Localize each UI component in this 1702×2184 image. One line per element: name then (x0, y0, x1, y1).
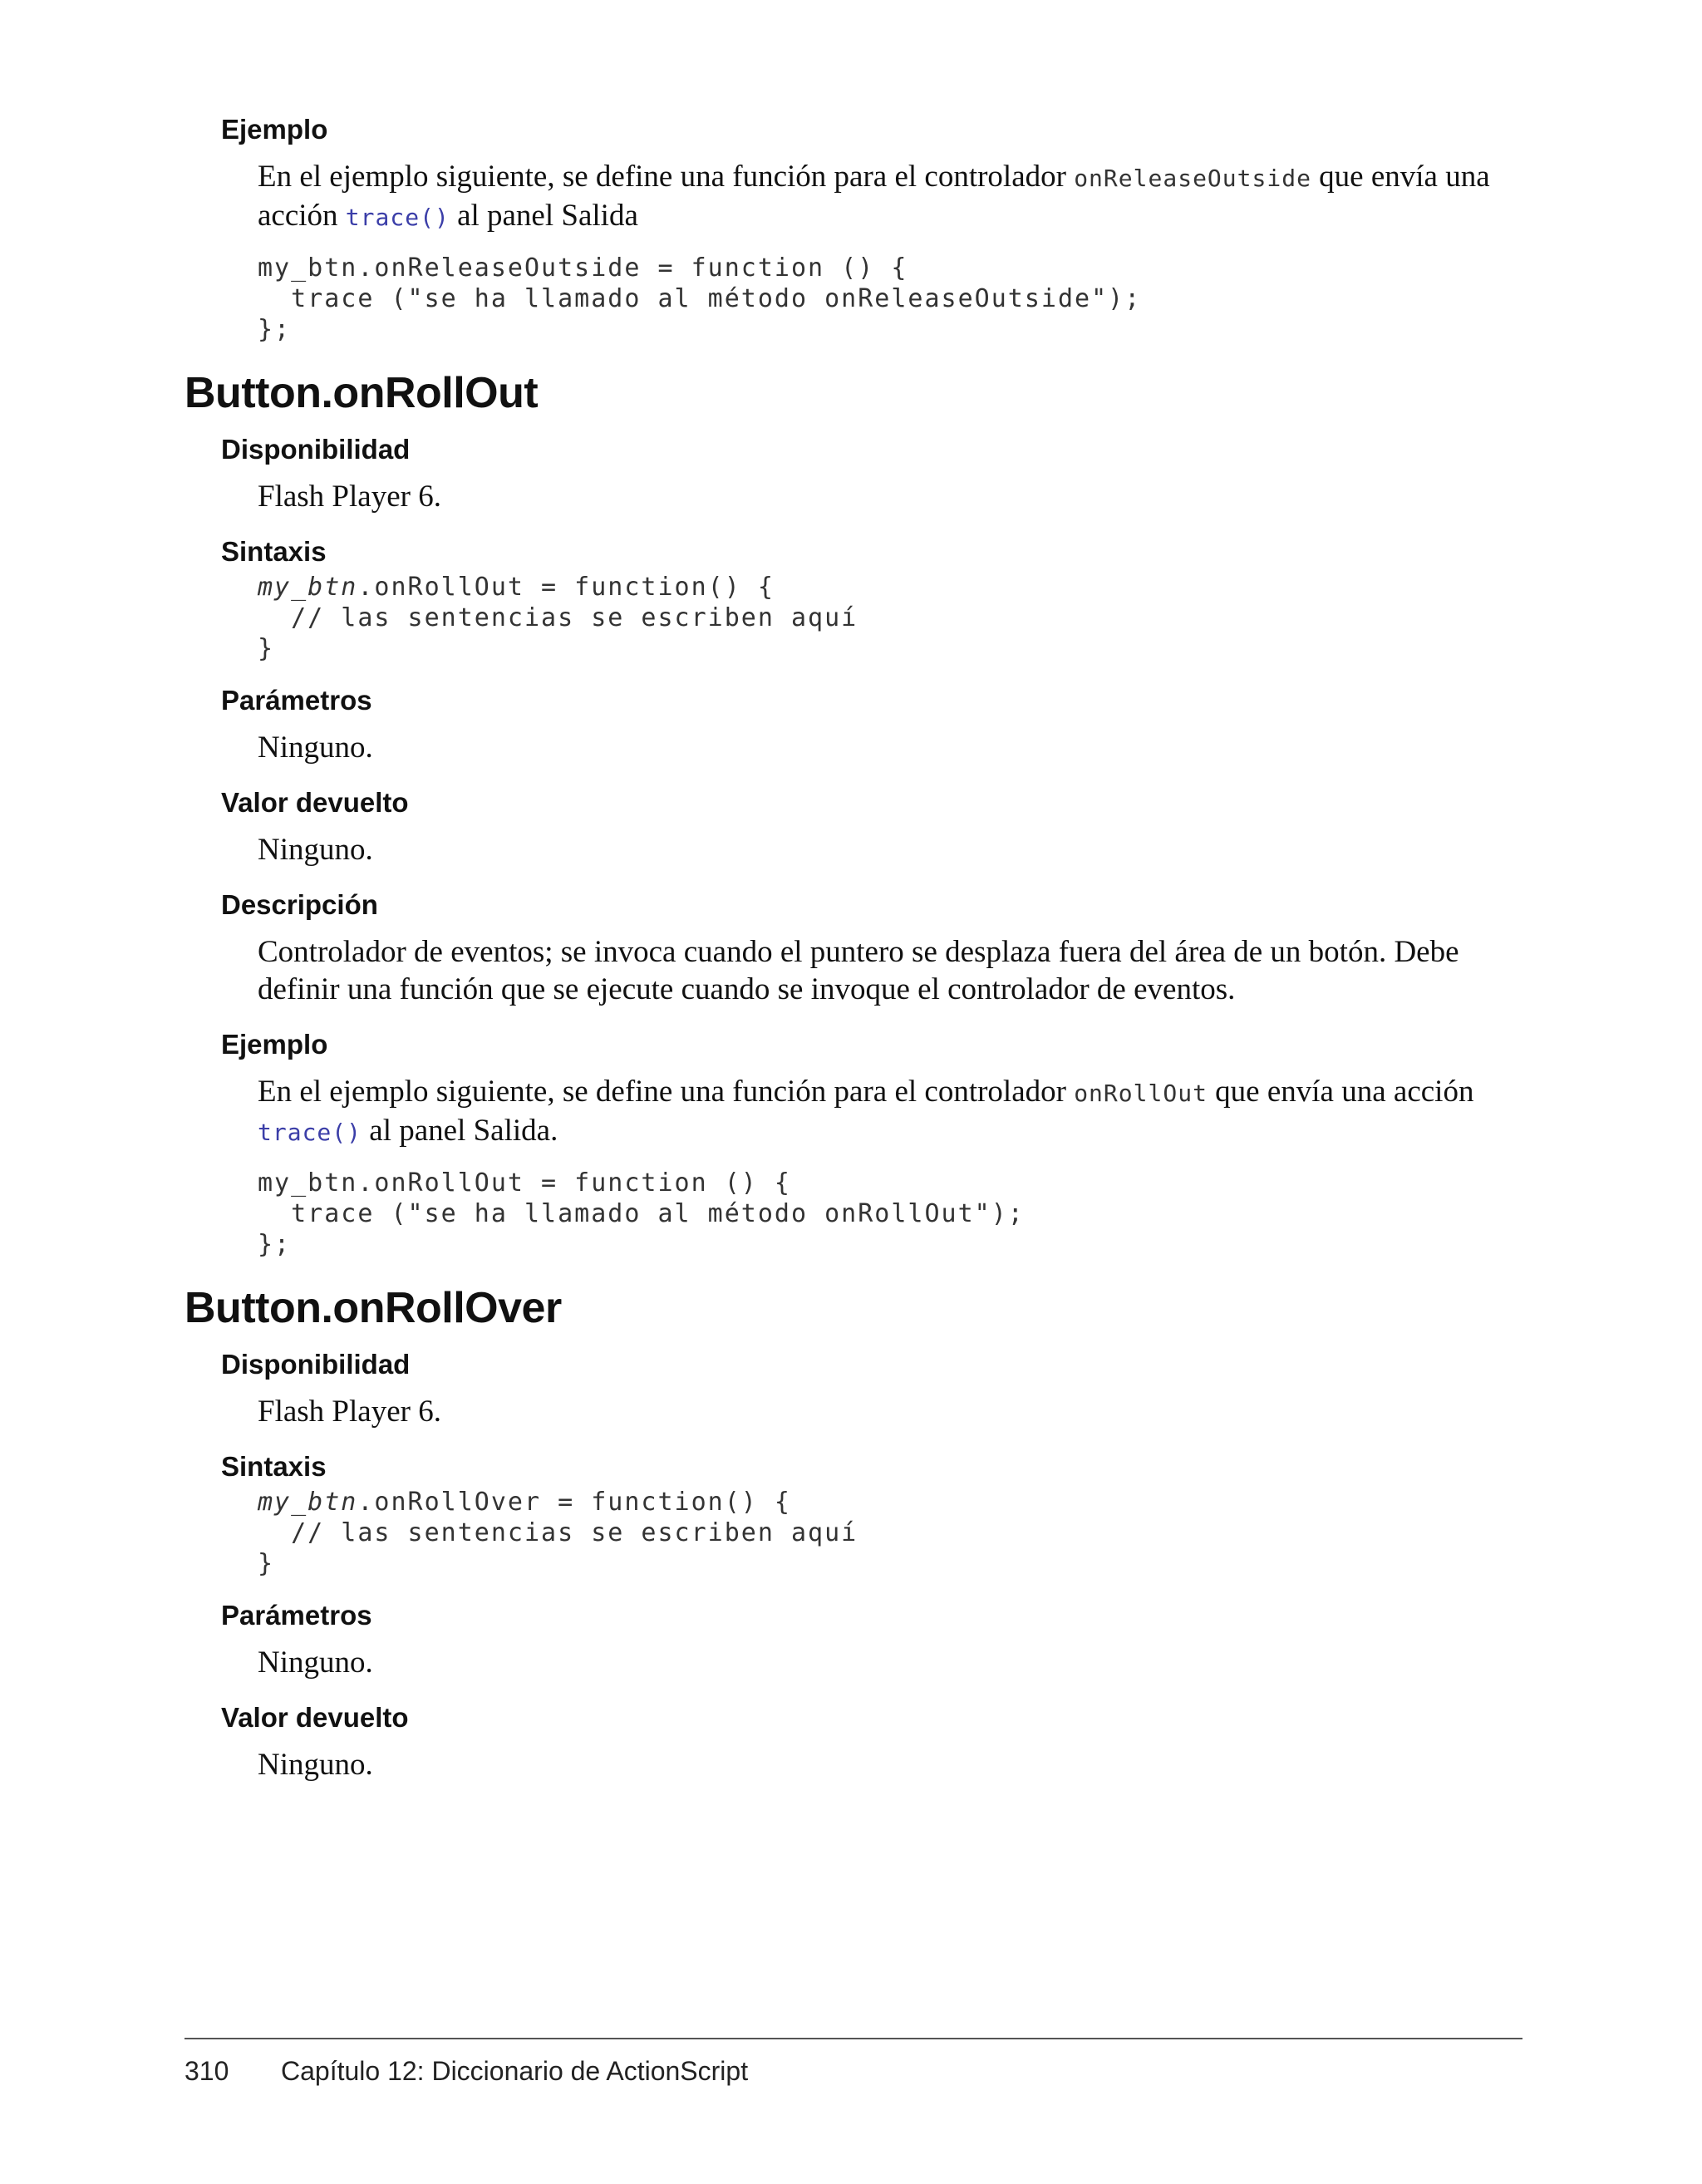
page-content (184, 110, 1522, 1800)
text-segment: que envía una acción (1207, 1075, 1474, 1109)
section-heading-parameters: Parámetros (221, 1600, 372, 1631)
code-block-example (258, 1168, 1522, 1260)
code-block-syntax (258, 572, 1522, 664)
parameters-text: Ninguno. (258, 1645, 373, 1680)
code-line: }; (258, 1230, 292, 1259)
section-heading-syntax: Sintaxis (221, 1451, 327, 1482)
section-heading-return-value: Valor devuelto (221, 1702, 409, 1733)
return-value-text: Ninguno. (258, 833, 373, 867)
section-heading-availability: Disponibilidad (221, 434, 411, 465)
section-heading-return-value: Valor devuelto (221, 787, 409, 818)
code-block-example (258, 253, 1522, 345)
text-segment: En el ejemplo siguiente, se define una función para el controlador (258, 1075, 1075, 1109)
code-line: } (258, 634, 275, 663)
page-footer (184, 2056, 748, 2087)
section-heading-parameters: Parámetros (221, 685, 372, 716)
code-line: }; (258, 315, 292, 344)
code-line: my_btn.onRollOut = function () { (258, 1168, 791, 1198)
code-line: // las sentencias se escriben aquí (258, 1518, 858, 1547)
text-segment: al panel Salida. (362, 1114, 558, 1148)
text-segment: que envía una acción (258, 160, 1490, 233)
code-handler-name: onReleaseOutside (1074, 165, 1311, 192)
trace-link[interactable]: trace() (345, 204, 450, 231)
return-value-text: Ninguno. (258, 1748, 373, 1782)
section-heading-syntax: Sintaxis (221, 536, 327, 567)
code-line: // las sentencias se escriben aquí (258, 603, 858, 632)
example-description (258, 158, 1525, 236)
entry-title-onrollover: Button.onRollOver (184, 1284, 562, 1332)
page-number: 310 (184, 2056, 229, 2086)
description-text: Controlador de eventos; se invoca cuando el puntero se desplaza fuera del área de un botón. Debe definir una función que se ejecute cuando se invoque el controlador de eventos. (258, 935, 1459, 1006)
entry-title-onrollout: Button.onRollOut (184, 369, 539, 417)
section-heading-availability: Disponibilidad (221, 1349, 411, 1380)
code-line (258, 1487, 1522, 1517)
code-handler-name: onRollOut (1074, 1080, 1208, 1107)
text-segment: al panel Salida (449, 199, 638, 233)
section-heading-example: Ejemplo (221, 1029, 328, 1060)
code-line: my_btn.onReleaseOutside = function () { (258, 253, 908, 283)
section-heading-description: Descripción (221, 889, 378, 920)
code-italic-identifier: my_btn (258, 573, 358, 602)
code-line: trace ("se ha llamado al método onRollOut"); (258, 1199, 1025, 1228)
parameters-text: Ninguno. (258, 730, 373, 765)
code-line (258, 572, 1522, 603)
code-segment: .onRollOut = function() { (357, 573, 775, 602)
code-block-syntax (258, 1487, 1522, 1579)
availability-text: Flash Player 6. (258, 1395, 441, 1429)
footer-divider (184, 2038, 1522, 2039)
text-segment: En el ejemplo siguiente, se define una función para el controlador (258, 160, 1075, 194)
code-line: } (258, 1549, 275, 1578)
code-segment: .onRollOver = function() { (357, 1488, 791, 1517)
availability-text: Flash Player 6. (258, 480, 441, 514)
trace-link[interactable]: trace() (258, 1119, 362, 1146)
code-line: trace ("se ha llamado al método onReleaseOutside"); (258, 284, 1142, 313)
code-italic-identifier: my_btn (258, 1488, 358, 1517)
example-description (258, 1073, 1525, 1151)
section-heading-example: Ejemplo (221, 114, 328, 145)
chapter-title: Capítulo 12: Diccionario de ActionScript (281, 2056, 749, 2086)
